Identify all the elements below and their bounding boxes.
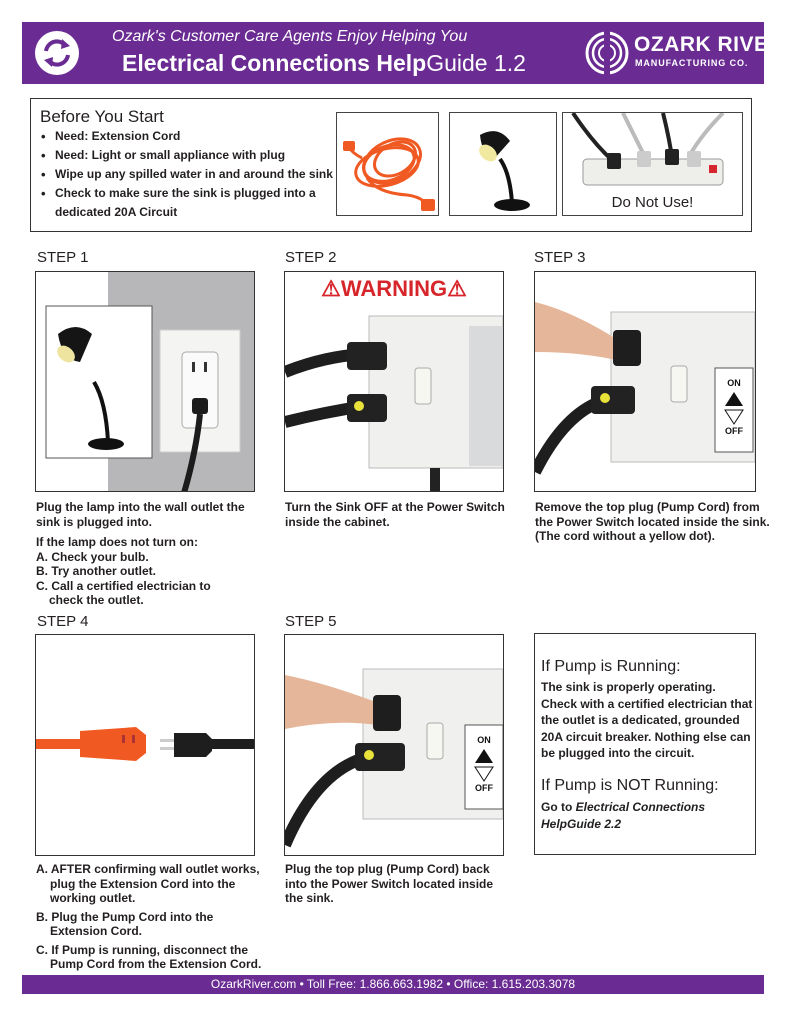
step-5-label: STEP 5 (285, 613, 337, 630)
title-regular: Guide 1.2 (426, 50, 526, 76)
step-1-option: C. Call a certified electrician to (36, 578, 211, 593)
power-strip-photo (562, 112, 743, 216)
warning-icon: ⚠ (447, 276, 467, 301)
step-1-option: A. Check your bulb. (36, 549, 149, 564)
header-tagline: Ozark's Customer Care Agents Enjoy Helping You (112, 28, 468, 45)
pump-not-running-title: If Pump is NOT Running: (541, 777, 719, 794)
step-1-caption (36, 500, 261, 608)
step-4-caption (36, 862, 266, 972)
switch-off-text: OFF (725, 426, 743, 436)
step-1-label: STEP 1 (37, 249, 89, 266)
step-3-image (534, 271, 756, 492)
requirement-item: • Need: Extension Cord (39, 127, 339, 146)
pump-running-title: If Pump is Running: (541, 658, 681, 675)
logo-swirl-icon (584, 30, 630, 76)
before-you-start-title: Before You Start (40, 107, 164, 126)
pump-not-running-text (541, 799, 731, 832)
step-2-label: STEP 2 (285, 249, 337, 266)
logo-subtitle: MANUFACTURING CO. (635, 58, 749, 68)
step-1-option-cont: check the outlet. (49, 593, 144, 607)
refresh-icon (34, 30, 80, 76)
logo-name: OZARK RIVER (634, 33, 785, 56)
step-2-caption: Turn the Sink OFF at the Power Switch inside the cabinet. (285, 500, 505, 529)
go-to-text: Go to (541, 800, 576, 814)
requirement-item: • Need: Light or small appliance with plug (39, 146, 339, 165)
warning-banner (285, 276, 503, 302)
do-not-use-label: Do Not Use! (611, 194, 694, 211)
requirements-list (39, 127, 339, 222)
ozark-river-logo (584, 30, 785, 76)
requirement-item: • Check to make sure the sink is plugged into a dedicated 20A Circuit (39, 184, 339, 222)
step-1-instruction: Plug the lamp into the wall outlet the sink is plugged into. (36, 500, 245, 529)
step-4-image (35, 634, 255, 856)
before-you-start-box (30, 98, 752, 232)
step-1-if-not: If the lamp does not turn on: (36, 535, 198, 549)
step-1-image (35, 271, 255, 492)
step-1-option: B. Try another outlet. (36, 564, 157, 578)
pump-status-box (534, 633, 756, 855)
extension-cord-photo (336, 112, 439, 216)
helpguide-link[interactable]: Electrical Connections HelpGuide 2.2 (541, 800, 706, 831)
step-4-item: A. AFTER confirming wall outlet works, plug the Extension Cord into the working outlet. (36, 862, 260, 905)
step-3-label: STEP 3 (534, 249, 586, 266)
step-2-image (284, 271, 504, 492)
switch-off-text: OFF (475, 783, 493, 793)
switch-on-text: ON (477, 735, 491, 745)
step-4-item: C. If Pump is running, disconnect the Pump Cord from the Extension Cord. (36, 942, 262, 971)
step-3-caption: Remove the top plug (Pump Cord) from the Power Switch located inside the sink. (The cord without a yellow dot). (535, 500, 770, 543)
page-title (122, 50, 526, 77)
step-5-caption: Plug the top plug (Pump Cord) back into the Power Switch located inside the sink. (285, 862, 494, 905)
title-bold: Electrical Connections Help (122, 50, 427, 76)
warning-text: WARNING (340, 276, 448, 301)
warning-icon: ⚠ (321, 276, 341, 301)
step-4-item: B. Plug the Pump Cord into the Extension Cord. (36, 909, 214, 938)
step-5-image (284, 634, 504, 856)
header-banner (22, 22, 785, 84)
switch-on-text: ON (727, 378, 741, 388)
step-4-label: STEP 4 (37, 613, 89, 630)
pump-running-text: The sink is properly operating. Check with a certified electrician that the outlet is a dedicated, grounded 20A circuit breaker. Nothing else can be plugged into the circuit. (541, 680, 753, 760)
footer-contact-bar: OzarkRiver.com • Toll Free: 1.866.663.1982 • Office: 1.615.203.3078 (22, 975, 764, 994)
requirement-item: • Wipe up any spilled water in and around the sink (39, 165, 339, 184)
desk-lamp-photo (449, 112, 557, 216)
